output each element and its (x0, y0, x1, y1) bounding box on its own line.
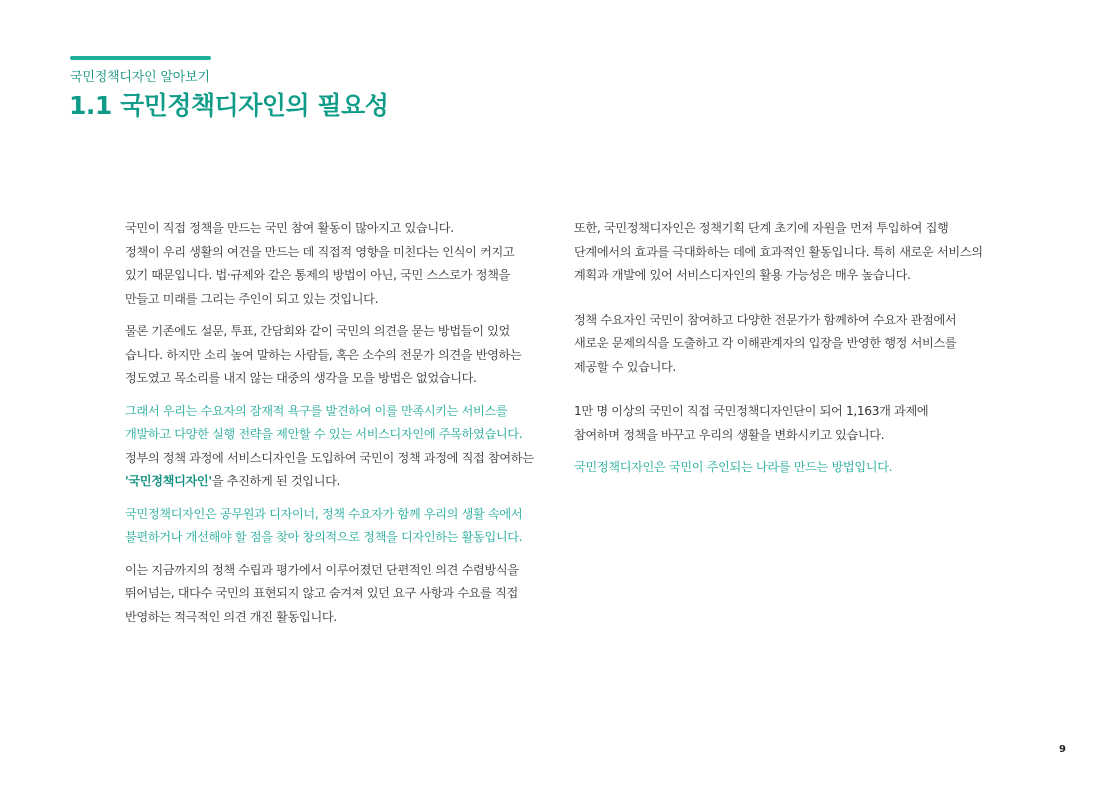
left-paragraph-3 (125, 400, 550, 494)
text-line: 정도였고 목소리를 내지 않는 대중의 생각을 모을 방법은 없었습니다. (125, 371, 477, 385)
text-line: 정부의 정책 과정에 서비스디자인을 도입하여 국민이 정책 과정에 직접 참여하는 (125, 450, 534, 465)
text-line: 습니다. 하지만 소리 높여 말하는 사람들, 혹은 소수의 전문가 의견을 반영하는 (125, 347, 522, 362)
highlight-line: 국민정책디자인은 공무원과 디자이너, 정책 수요자가 함께 우리의 생활 속에서 (125, 506, 523, 521)
text-line: 물론 기존에도 설문, 투표, 간담회와 같이 국민의 의견을 묻는 방법들이 있었 (125, 324, 510, 338)
text-line: 또한, 국민정책디자인은 정책기획 단계 초기에 자원을 먼저 투입하여 집행 (574, 221, 949, 235)
text-line: 새로운 문제의식을 도출하고 각 이해관계자의 입장을 반영한 행정 서비스를 (574, 336, 957, 350)
text-line: 1만 명 이상의 국민이 직접 국민정책디자인단이 되어 1,163개 과제에 (574, 404, 929, 418)
text-line: 뛰어넘는, 대다수 국민의 표현되지 않고 숨겨져 있던 요구 사항과 수요를 직접 (125, 586, 518, 600)
text-line: 참여하며 정책을 바꾸고 우리의 생활을 변화시키고 있습니다. (574, 427, 885, 442)
text-line: 계획과 개발에 있어 서비스디자인의 활용 가능성은 매우 높습니다. (574, 268, 911, 282)
left-paragraph-4 (125, 503, 550, 550)
highlight-line: 불편하거나 개선해야 할 점을 찾아 창의적으로 정책을 디자인하는 활동입니다. (125, 530, 523, 544)
page-title: 1.1 국민정책디자인의 필요성 (69, 91, 389, 120)
left-paragraph-5 (125, 559, 550, 630)
text-line (125, 470, 550, 494)
text-line: 정책이 우리 생활의 여건을 만드는 데 직접적 영향을 미친다는 인식이 커지고 (125, 244, 515, 259)
text-line: 있기 때문입니다. 법·규제와 같은 통제의 방법이 아닌, 국민 스스로가 정책을 (125, 268, 510, 282)
right-paragraph-4 (574, 456, 994, 480)
right-paragraph-1 (574, 217, 994, 288)
highlight-line: 국민정책디자인은 국민이 주인되는 나라를 만드는 방법입니다. (574, 460, 893, 474)
right-column (574, 217, 994, 489)
text-line: 국민이 직접 정책을 만드는 국민 참여 활동이 많아지고 있습니다. (125, 221, 454, 235)
page-number: 9 (1059, 744, 1066, 755)
right-paragraph-3 (574, 400, 994, 447)
text-line: 단계에서의 효과를 극대화하는 데에 효과적인 활동입니다. 특히 새로운 서비스의 (574, 244, 983, 259)
text-line: 만들고 미래를 그리는 주인이 되고 있는 것입니다. (125, 291, 379, 306)
text-line: 제공할 수 있습니다. (574, 359, 676, 374)
left-paragraph-1 (125, 217, 550, 311)
accent-bar (70, 56, 211, 60)
key-term: '국민정책디자인' (125, 474, 212, 488)
highlight-line: 그래서 우리는 수요자의 잠재적 욕구를 발견하여 이를 만족시키는 서비스를 (125, 403, 508, 418)
text-line: 정책 수요자인 국민이 참여하고 다양한 전문가가 함께하여 수요자 관점에서 (574, 312, 957, 327)
left-column (125, 217, 550, 638)
section-label: 국민정책디자인 알아보기 (70, 70, 210, 85)
left-paragraph-2 (125, 320, 550, 391)
highlight-line: 개발하고 다양한 실행 전략을 제안할 수 있는 서비스디자인에 주목하였습니다. (125, 427, 523, 441)
text-line: 반영하는 적극적인 의견 개진 활동입니다. (125, 609, 337, 624)
text-fragment: 을 추진하게 된 것입니다. (211, 474, 341, 488)
text-line: 이는 지금까지의 정책 수립과 평가에서 이루어졌던 단편적인 의견 수렴방식을 (125, 562, 519, 577)
right-paragraph-2 (574, 309, 994, 380)
